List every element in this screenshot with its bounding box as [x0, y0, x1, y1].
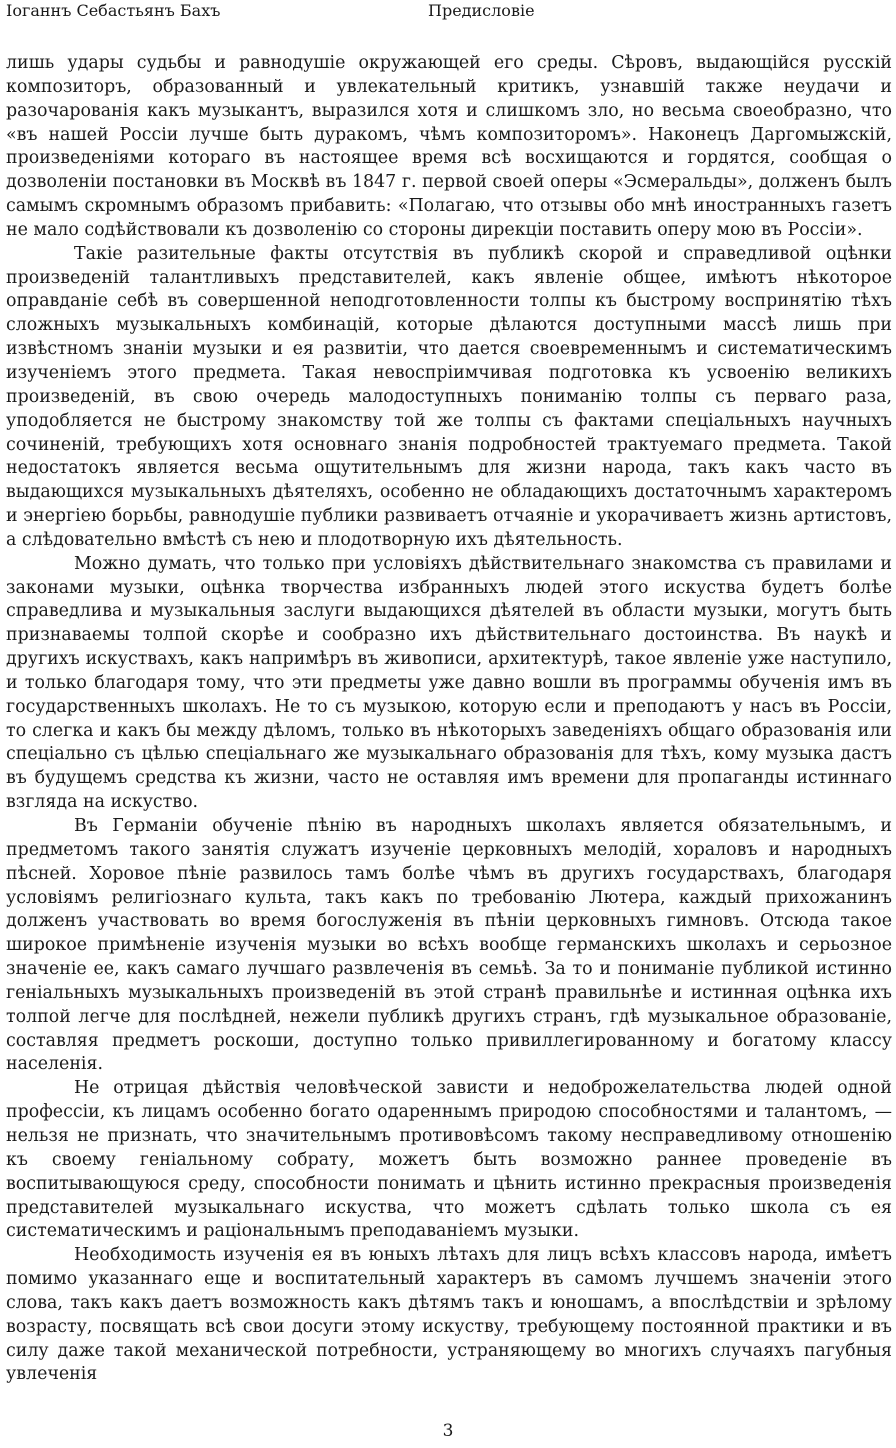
- paragraph-6: Необходимость изученія ея въ юныхъ лѣтахъ для лицъ всѣхъ классовъ народа, имѣетъ помимо указаннаго еще и воспитательный характеръ въ самомъ лучшемъ значеніи этого слова, такъ какъ даетъ возможность какъ дѣтямъ такъ и юношамъ, а впослѣдствіи и зрѣлому возрасту, посвящать всѣ свои досуги этому искуству, требующему постоянной практики и въ силу даже такой механической потребности, устраняющему во многихъ случаяхъ пагубныя увлеченія: [6, 1245, 892, 1385]
- running-header-author: Іоганнъ Себастьянъ Бахъ: [6, 1, 221, 20]
- paragraph-1: лишь удары судьбы и равнодушіе окружающей его среды. Сѣровъ, выдающійся русскій композиторъ, образованный и увлекательный критикъ, узнавшій также неудачи и разочарованія какъ музыкантъ, выразился хотя и слишкомъ зло, но весьма своеобразно, что «въ нашей Россіи лучше быть дуракомъ, чѣмъ композиторомъ». Наконецъ Даргомыжскій, произведеніями котораго въ настоящее время всѣ восхищаются и гордятся, сообщая о дозволеніи постановки въ Москвѣ въ 1847 г. первой своей оперы «Эсмеральды», долженъ былъ самымъ скромнымъ образомъ прибавить: «Полагаю, что отзывы обо мнѣ иностранныхъ газетъ не мало содѣйствовали къ дозволенію со стороны дирекціи поставить оперу мою въ Россіи».: [6, 53, 892, 240]
- running-header-section: Предисловіе: [428, 1, 535, 20]
- paragraph-5: Не отрицая дѣйствія человѣческой зависти и недоброжелательства людей одной профессіи, къ лицамъ особенно богато одареннымъ природою способностями и талантомъ, — нельзя не признать, что значительнымъ противовѣсомъ такому несправедливому отношенію къ своему геніальному собрату, можетъ быть возможно раннее проведеніе въ воспитывающуюся среду, способности понимать и цѣнить истинно прекрасныя произведенія представителей музыкальнаго искуства, что можетъ сдѣлать только школа съ ея систематическимъ и раціональнымъ преподаваніемъ музыки.: [6, 1078, 892, 1242]
- paragraph-2: Такіе разительные факты отсутствія въ публикѣ скорой и справедливой оцѣнки произведеній талантливыхъ представителей, какъ явленіе общее, имѣютъ нѣкоторое оправданіе себѣ въ совершенной неподготовленности толпы къ быстрому воспринятію тѣхъ сложныхъ музыкальныхъ комбинацій, которые дѣлаются доступными массѣ лишь при извѣстномъ знаніи музыки и ея развитіи, что дается своевременнымъ и систематическимъ изученіемъ этого предмета. Такая невоспріимчивая подготовка къ усвоенію великихъ произведеній, въ свою очередь малодоступныхъ пониманію толпы съ перваго раза, уподобляется не быстрому знакомству той же толпы съ фактами спеціальныхъ научныхъ сочиненій, требующихъ хотя основнаго знанія подробностей трактуемаго предмета. Такой недостатокъ является весьма ощутительнымъ для жизни народа, такъ какъ часто въ выдающихся музыкальныхъ дѣятеляхъ, особенно не обладающихъ достаточнымъ характеромъ и энергіею борьбы, равнодушіе публики развиваетъ отчаяніе и укорачиваетъ жизнь артистовъ, а слѣдовательно вмѣстѣ съ нею и плодотворную ихъ дѣятельность.: [6, 243, 892, 550]
- page-number: 3: [442, 1421, 454, 1441]
- body-text: [6, 52, 892, 1387]
- paragraph-4: Въ Германіи обученіе пѣнію въ народныхъ школахъ является обязательнымъ, и предметомъ такого занятія служатъ изученіе церковныхъ мелодій, хораловъ и народныхъ пѣсней. Хоровое пѣніе развилось тамъ болѣе чѣмъ въ другихъ государствахъ, благодаря условіямъ религіознаго культа, такъ какъ по требованію Лютера, каждый прихожанинъ долженъ участвовать во время богослуженія въ пѣніи церковныхъ гимновъ. Отсюда такое широкое примѣненіе изученія музыки во всѣхъ вообще германскихъ школахъ и серьозное значеніе ее, какъ самаго лучшаго развлеченія въ семьѣ. За то и пониманіе публикой истинно геніальныхъ музыкальныхъ произведеній въ этой странѣ правильнѣе и истинная оцѣнка ихъ толпой легче для послѣдней, нежели публикѣ другихъ странъ, гдѣ музыкальное образованіе, составляя предметъ роскоши, доступно только привиллегированному и богатому классу населенія.: [6, 816, 892, 1075]
- paragraph-3: Можно думать, что только при условіяхъ дѣйствительнаго знакомства съ правилами и законами музыки, оцѣнка творчества избранныхъ людей этого искуства будетъ болѣе справедлива и музыкальныя заслуги выдающихся дѣятелей въ области музыки, могутъ быть признаваемы толпой скорѣе и сообразно ихъ дѣйствительнаго достоинства. Въ наукѣ и другихъ искуствахъ, какъ напримѣръ въ живописи, архитектурѣ, такое явленіе уже наступило, и только благодаря тому, что эти предметы уже давно вошли въ программы обученія имъ въ государственныхъ школахъ. Не то съ музыкою, которую если и преподаютъ у насъ въ Россіи, то слегка и какъ бы между дѣломъ, только въ нѣкоторыхъ заведеніяхъ общаго образованія или спеціально съ цѣлью спеціальнаго же музыкальнаго образованія для тѣхъ, кому музыка дастъ въ будущемъ средства къ жизни, часто не оставляя имъ времени для пропаганды истиннаго взгляда на искуство.: [6, 553, 892, 813]
- page-header: [6, 0, 890, 26]
